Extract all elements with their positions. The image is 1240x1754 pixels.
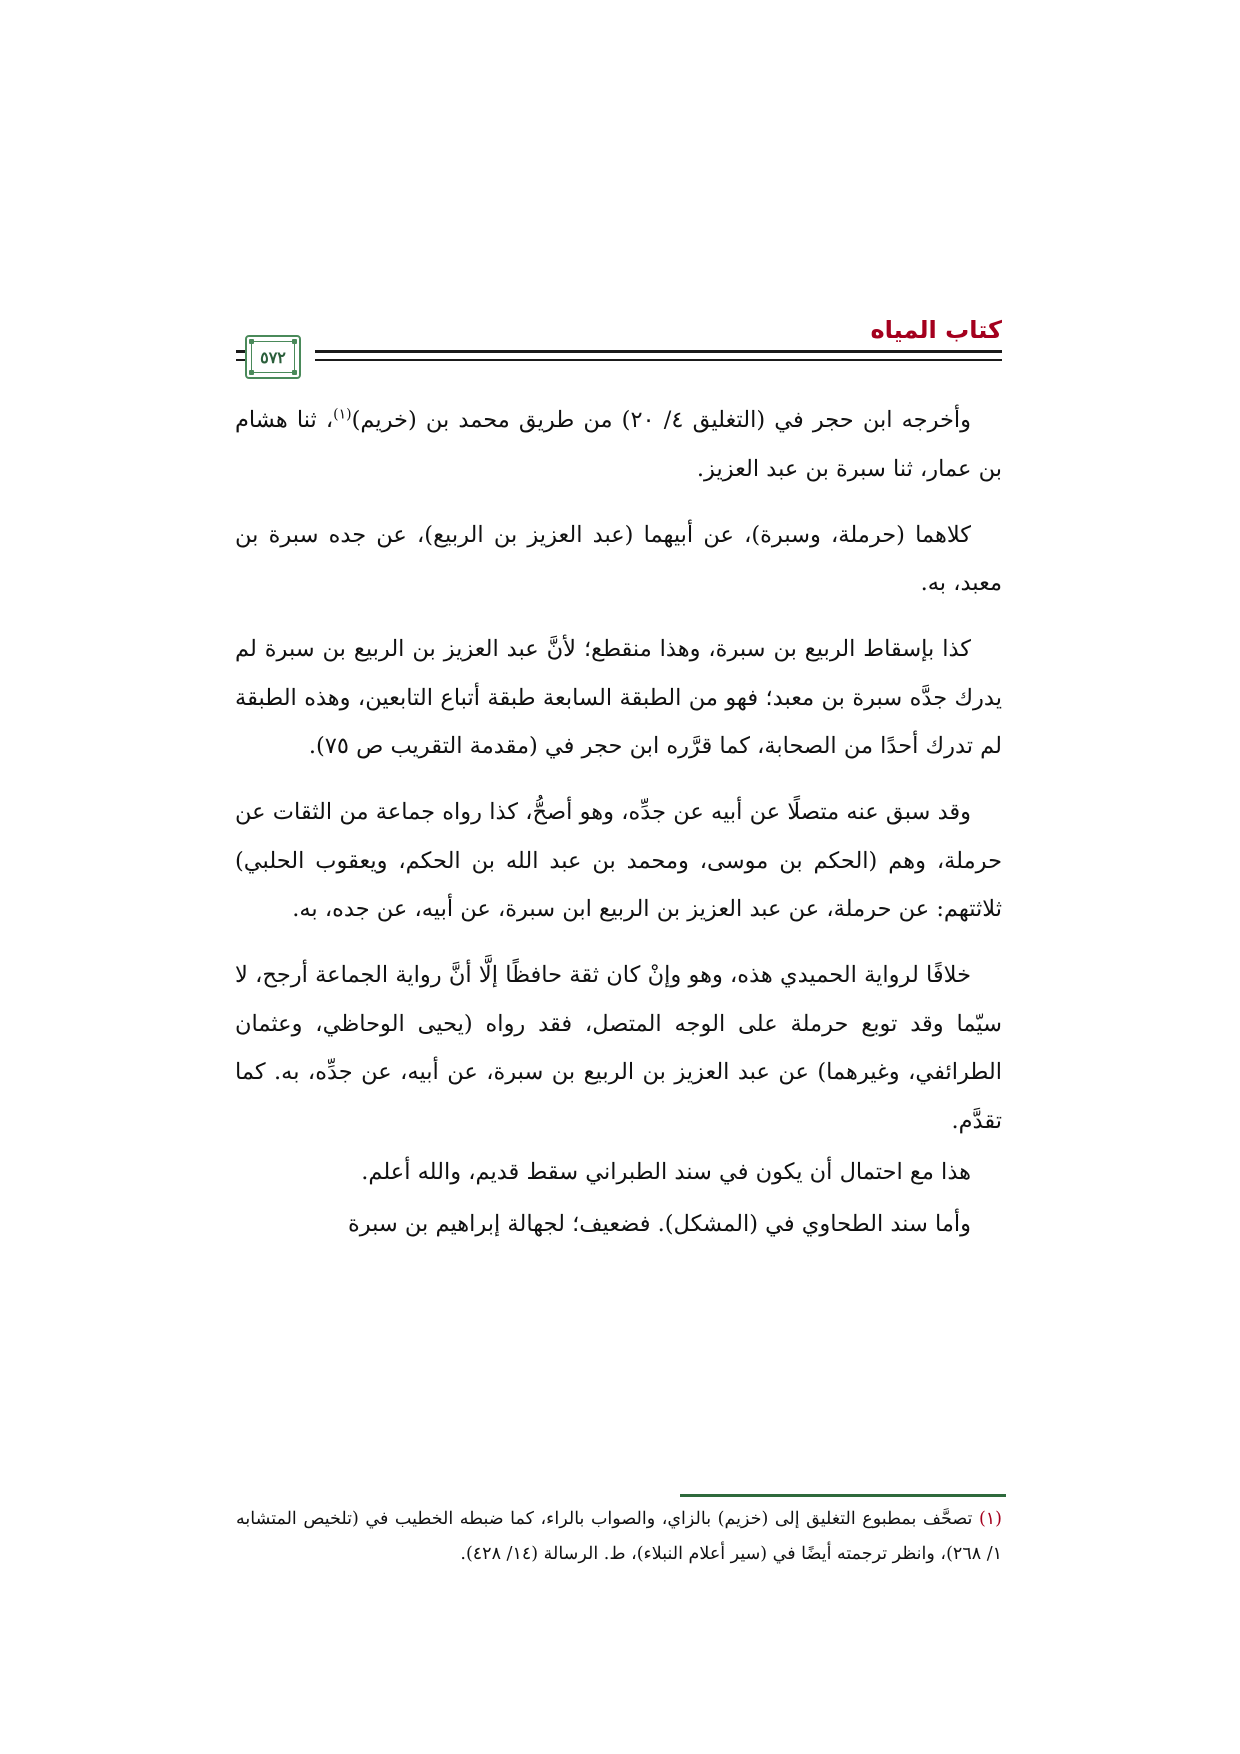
- paragraph: هذا مع احتمال أن يكون في سند الطبراني سقط قديم، والله أعلم.: [361, 1159, 971, 1185]
- header-rule-top: [315, 350, 1002, 353]
- page-number-frame: [251, 341, 295, 373]
- footnote-number: (١): [978, 1509, 1002, 1529]
- paragraph-text: ، ثنا هشام بن عمار، ثنا سبرة بن عبد العزيز.: [235, 407, 1002, 482]
- ornament-corner-icon: [292, 370, 297, 375]
- paragraph: وقد سبق عنه متصلًا عن أبيه عن جدِّه، وهو أصحُّ، كذا رواه جماعة من الثقات عن حرملة، وهم (الحكم بن موسى، ومحمد بن عبد الله بن الحكم، ويعقوب الحلبي) ثلاثتهم: عن حرملة، عن عبد العزيز بن الربيع ابن سبرة، عن أبيه، عن جده، به.: [235, 799, 1002, 922]
- main-text: [235, 396, 1002, 1251]
- footnote-reference[interactable]: (١): [333, 406, 352, 423]
- chapter-title: كتاب المياه: [870, 316, 1002, 344]
- paragraph: خلافًا لرواية الحميدي هذه، وهو وإنْ كان ثقة حافظًا إلَّا أنَّ رواية الجماعة أرجح، لا سيّما وقد توبع حرملة على الوجه المتصل، فقد رواه (يحيى الوحاظي، وعثمان الطرائفي، وغيرهما) عن عبد العزيز بن الربيع بن سبرة، عن أبيه، عن جدِّه، به. كما تقدَّم.: [235, 962, 1002, 1134]
- header-rule-left-bottom: [236, 359, 245, 361]
- header-rule-left-top: [236, 350, 245, 353]
- page-number: ٥٧٢: [260, 347, 286, 367]
- paragraph: كذا بإسقاط الربيع بن سبرة، وهذا منقطع؛ لأنَّ عبد العزيز بن الربيع بن سبرة لم يدرك جدَّه سبرة بن معبد؛ فهو من الطبقة السابعة طبقة أتباع التابعين، وهذه الطبقة لم تدرك أحدًا من الصحابة، كما قرَّره ابن حجر في (مقدمة التقريب ص ٧٥).: [235, 636, 1002, 759]
- footnote-text: تصحَّف بمطبوع التغليق إلى (خزيم) بالزاي، والصواب بالراء، كما ضبطه الخطيب في (تلخيص المتشابه ١/ ٢٦٨)، وانظر ترجمته أيضًا في (سير أعلام النبلاء)، ط. الرسالة (١٤/ ٤٢٨).: [236, 1509, 1002, 1564]
- ornament-corner-icon: [249, 339, 254, 344]
- page-number-badge: [245, 335, 301, 379]
- footnote: [236, 1502, 1002, 1572]
- paragraph: وأما سند الطحاوي في (المشكل). فضعيف؛ لجهالة إبراهيم بن سبرة: [347, 1210, 971, 1237]
- footnote-separator: [680, 1494, 1006, 1497]
- paragraph: كلاهما (حرملة، وسبرة)، عن أبيهما (عبد العزيز بن الربيع)، عن جده سبرة بن معبد، به.: [235, 521, 1002, 596]
- paragraph-text: وأخرجه ابن حجر في (التغليق ٤/ ٢٠) من طريق محمد بن (خريم): [351, 407, 972, 433]
- paragraph: [235, 396, 1002, 493]
- footnotes: [236, 1502, 1002, 1572]
- ornament-corner-icon: [249, 370, 254, 375]
- header-rule-bottom: [315, 359, 1002, 361]
- ornament-corner-icon: [292, 339, 297, 344]
